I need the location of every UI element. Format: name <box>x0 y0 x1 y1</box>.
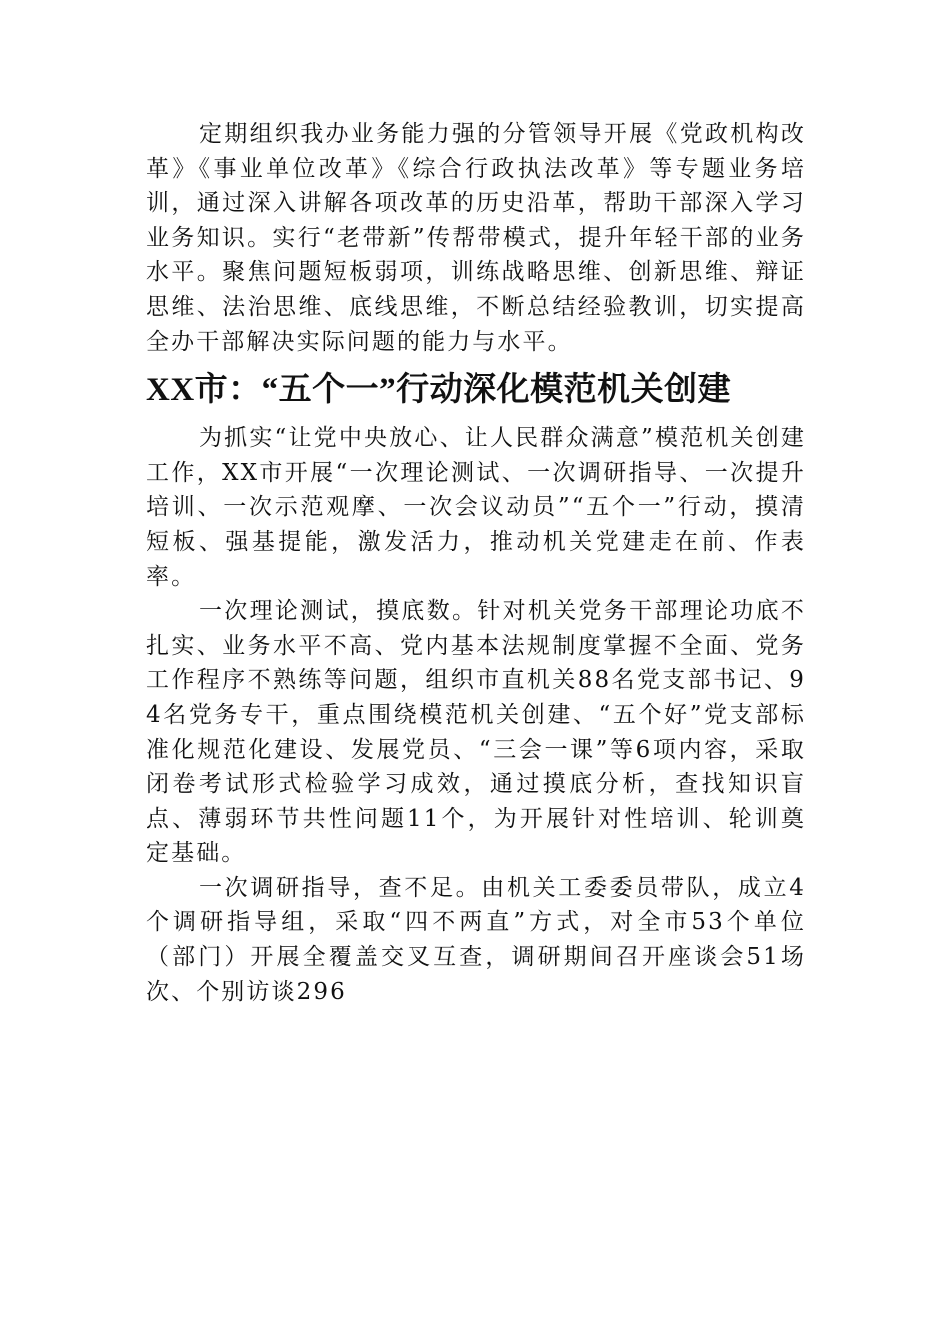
body-paragraph-research-guidance: 一次调研指导，查不足。由机关工委委员带队，成立4个调研指导组，采取“四不两直”方式，对全市53个单位（部门）开展全覆盖交叉互查，调研期间召开座谈会51场次、个别访谈296 <box>146 874 806 1005</box>
section-heading: XX市：“五个一”行动深化模范机关创建 <box>146 372 732 409</box>
body-paragraph-training: 定期组织我办业务能力强的分管领导开展《党政机构改革》《事业单位改革》《综合行政执法改革》等专题业务培训，通过深入讲解各项改革的历史沿革，帮助干部深入学习业务知识。实行“老带新”传帮带模式，提升年轻干部的业务水平。聚焦问题短板弱项，训练战略思维、创新思维、辩证思维、法治思维、底线思维，不断总结经验教训，切实提高全办干部解决实际问题的能力与水平。 <box>146 121 806 355</box>
body-paragraph-intro: 为抓实“让党中央放心、让人民群众满意”模范机关创建工作，XX市开展“一次理论测试、一次调研指导、一次提升培训、一次示范观摩、一次会议动员”“五个一”行动，摸清短板、强基提能，激发活力，推动机关党建走在前、作表率。 <box>146 425 806 590</box>
document-page <box>146 117 806 1009</box>
body-paragraph-theory-test: 一次理论测试，摸底数。针对机关党务干部理论功底不扎实、业务水平不高、党内基本法规制度掌握不全面、党务工作程序不熟练等问题，组织市直机关88名党支部书记、94名党务专干，重点围绕模范机关创建、“五个好”党支部标准化规范化建设、发展党员、“三会一课”等6项内容，采取闭卷考试形式检验学习成效，通过摸底分析，查找知识盲点、薄弱环节共性问题11个，为开展针对性培训、轮训奠定基础。 <box>146 598 806 867</box>
